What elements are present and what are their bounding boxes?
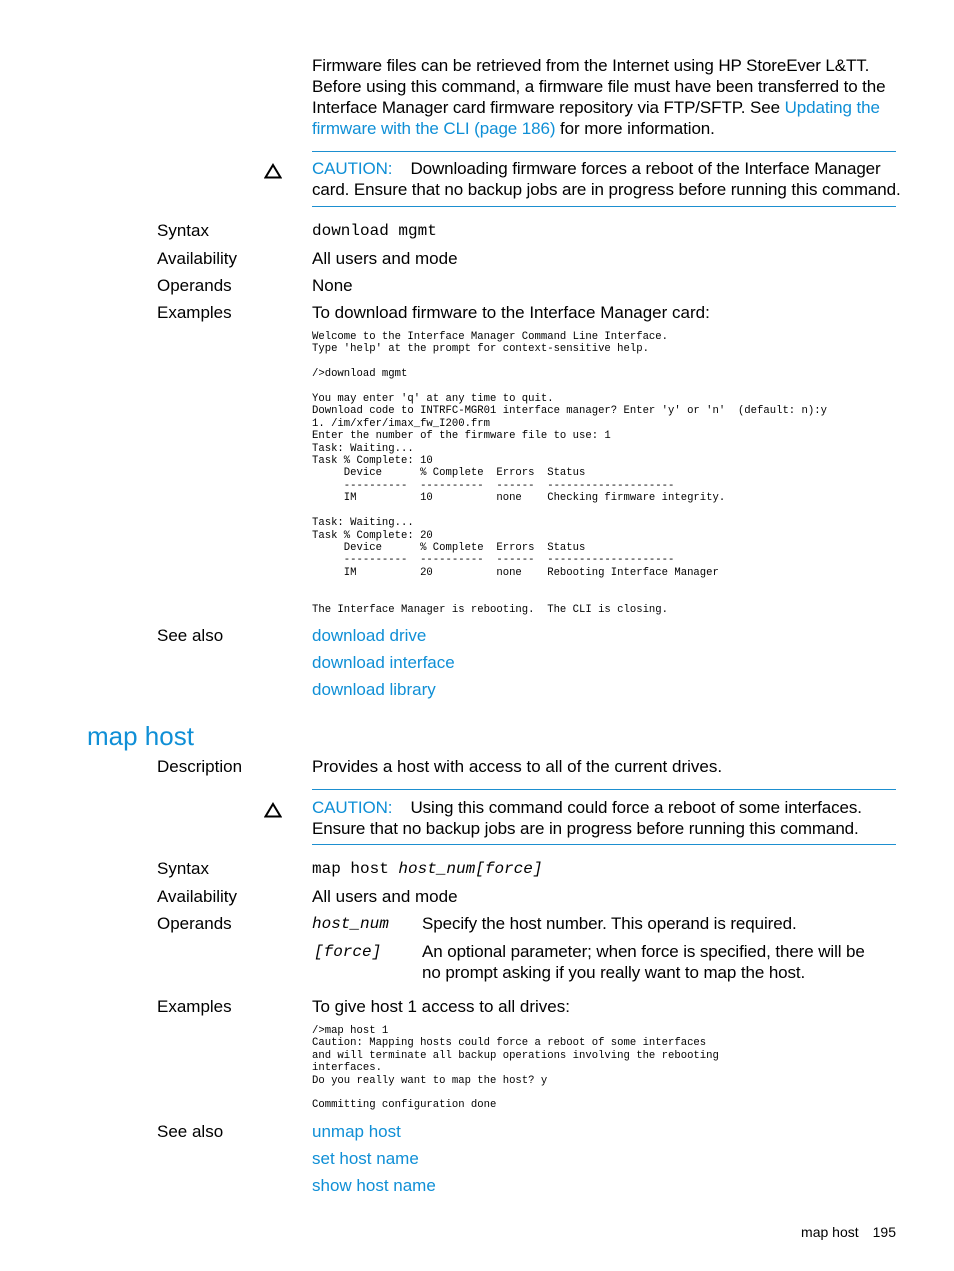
- see-also-show-host-name-link[interactable]: show host name: [312, 1176, 436, 1195]
- caution-top-rule: [312, 151, 896, 152]
- warning-icon: [264, 163, 282, 179]
- syntax-label-2: Syntax: [157, 859, 209, 878]
- intro-paragraph: [312, 55, 912, 139]
- operands-value: None: [312, 276, 353, 295]
- intro-line-1: Firmware files can be retrieved from the Internet using HP StoreEver L&TT.: [312, 56, 870, 75]
- see-also-download-library-link[interactable]: download library: [312, 680, 436, 699]
- operand-desc-force-2: no prompt asking if you really want to map the host.: [422, 963, 806, 982]
- caution-label: CAUTION:: [312, 159, 393, 178]
- intro-line-2: Before using this command, a firmware file must have been transferred to the: [312, 77, 886, 96]
- updating-firmware-link-cont[interactable]: firmware with the CLI (page 186): [312, 119, 556, 138]
- code-example-map-host: />map host 1 Caution: Mapping hosts could force a reboot of some interfaces and will terminate all backup operations involving the rebooting interfaces. Do you really want to map the host? y Committing configuration done: [312, 1025, 719, 1112]
- syntax-value-2: [312, 859, 542, 880]
- see-also-unmap-host-link[interactable]: unmap host: [312, 1122, 401, 1141]
- caution-text-1: Using this command could force a reboot of some interfaces.: [410, 798, 862, 817]
- warning-icon: [264, 802, 282, 818]
- syntax-command: map host: [312, 860, 399, 878]
- section-heading: map host: [87, 721, 194, 751]
- caution-bottom-rule-2: [312, 844, 896, 845]
- caution-top-rule-2: [312, 789, 896, 790]
- page-number: 195: [872, 1224, 896, 1240]
- syntax-label: Syntax: [157, 221, 209, 240]
- caution-line-2: Ensure that no backup jobs are in progress before running this command.: [312, 819, 859, 838]
- caution-label: CAUTION:: [312, 798, 393, 817]
- availability-label: Availability: [157, 249, 238, 268]
- see-also-download-interface-link[interactable]: download interface: [312, 653, 455, 672]
- syntax-value: download mgmt: [312, 222, 437, 240]
- intro-line-4-text: for more information.: [555, 119, 715, 138]
- availability-label-2: Availability: [157, 887, 238, 906]
- code-example-download: Welcome to the Interface Manager Command Line Interface. Type 'help' at the prompt for context-sensitive help. />download mgmt You may enter 'q' at any time to quit. Download code to INTRFC-MGR01 interface manager? Enter 'y' or 'n' (default: n):y 1. /im/xfer/imax_fw_I200.frm Enter the number of the firmware file to use: 1 Task: Waiting... Task % Complete: 10 Device % Complete Errors Status ---------- ---------- ------ -------------------- IM 10 none Checking firmware integrity. Task: Waiting... Task % Complete: 20 Device % Complete Errors Status ---------- ---------- ------ -------------------- IM 20 none Rebooting Interface Manager The Interface Manager is rebooting. The CLI is closing.: [312, 331, 827, 616]
- caution-line-1: [312, 797, 912, 818]
- caution-line-2: card. Ensure that no backup jobs are in progress before running this command.: [312, 180, 901, 199]
- updating-firmware-link[interactable]: Updating the: [784, 98, 880, 117]
- examples-label-2: Examples: [157, 997, 232, 1016]
- availability-value-2: All users and mode: [312, 887, 458, 906]
- page-footer: [801, 1223, 896, 1241]
- examples-value-2: To give host 1 access to all drives:: [312, 997, 570, 1016]
- footer-section: map host: [801, 1224, 859, 1240]
- intro-line-3: [312, 97, 912, 118]
- examples-label: Examples: [157, 303, 232, 322]
- caution-text-1: Downloading firmware forces a reboot of the Interface Manager: [410, 159, 881, 178]
- operand-name-host-num: host_num: [312, 915, 389, 933]
- operand-name-force: [force]: [314, 943, 382, 961]
- description-label: Description: [157, 757, 243, 776]
- operand-desc-host-num: Specify the host number. This operand is required.: [422, 914, 797, 933]
- see-also-label-2: See also: [157, 1122, 224, 1141]
- syntax-arguments: host_num[force]: [398, 860, 543, 878]
- see-also-set-host-name-link[interactable]: set host name: [312, 1149, 419, 1168]
- intro-line-3-text: Interface Manager card firmware repository via FTP/SFTP. See: [312, 98, 785, 117]
- see-also-label: See also: [157, 626, 224, 645]
- intro-line-4: [312, 118, 912, 139]
- caution-line-1: [312, 158, 912, 179]
- description-value: Provides a host with access to all of the current drives.: [312, 757, 723, 776]
- operand-desc-force-1: An optional parameter; when force is specified, there will be: [422, 942, 865, 961]
- caution-note: [312, 158, 912, 200]
- availability-value: All users and mode: [312, 249, 458, 268]
- examples-value: To download firmware to the Interface Manager card:: [312, 303, 710, 322]
- caution-note-2: [312, 797, 912, 839]
- operands-label: Operands: [157, 276, 232, 295]
- see-also-download-drive-link[interactable]: download drive: [312, 626, 427, 645]
- caution-bottom-rule: [312, 206, 896, 207]
- operands-label-2: Operands: [157, 914, 232, 933]
